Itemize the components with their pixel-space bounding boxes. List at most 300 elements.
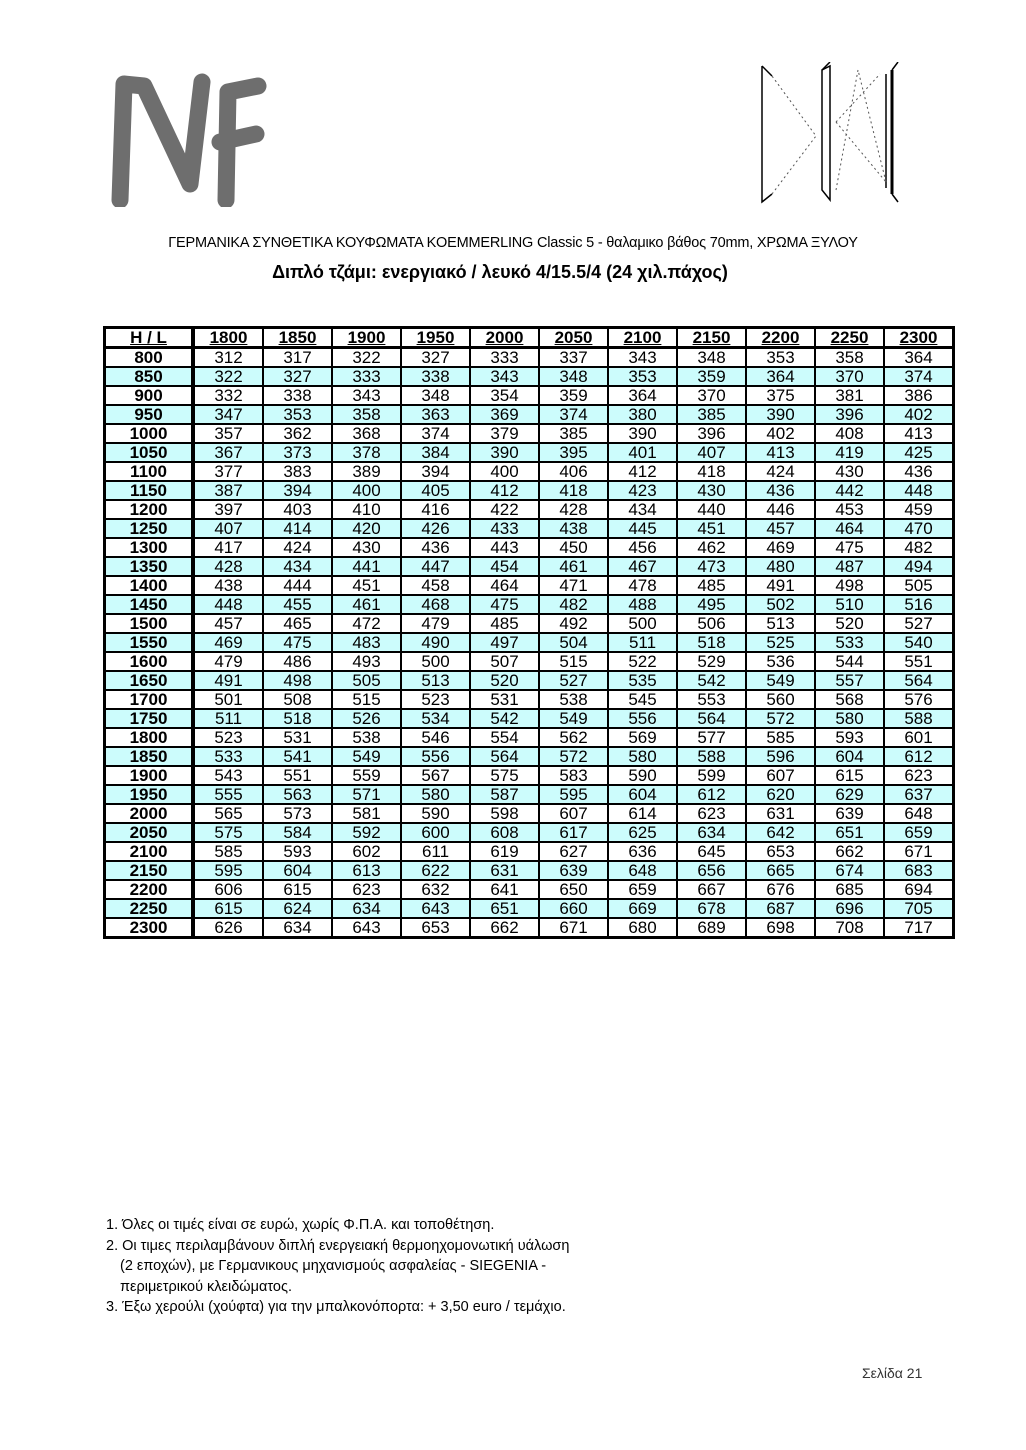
price-cell: 469 [746,538,815,557]
price-cell: 374 [884,367,954,386]
price-cell: 538 [539,690,608,709]
price-cell: 495 [677,595,746,614]
row-header: 2300 [105,918,194,938]
price-cell: 402 [884,405,954,424]
price-cell: 500 [401,652,470,671]
price-cell: 634 [332,899,401,918]
price-cell: 403 [263,500,332,519]
price-cell: 608 [470,823,539,842]
price-cell: 527 [884,614,954,633]
table-row [105,728,954,747]
price-cell: 402 [746,424,815,443]
price-cell: 374 [539,405,608,424]
price-cell: 401 [608,443,677,462]
price-cell: 343 [332,386,401,405]
price-cell: 380 [608,405,677,424]
price-cell: 422 [470,500,539,519]
price-cell: 685 [815,880,884,899]
price-cell: 420 [332,519,401,538]
price-cell: 397 [193,500,263,519]
price-cell: 493 [332,652,401,671]
price-cell: 511 [608,633,677,652]
price-cell: 413 [746,443,815,462]
price-cell: 369 [470,405,539,424]
price-cell: 680 [608,918,677,938]
price-cell: 322 [332,348,401,368]
price-cell: 612 [677,785,746,804]
price-cell: 694 [884,880,954,899]
column-header: 2150 [677,328,746,348]
price-cell: 455 [263,595,332,614]
column-header: 2050 [539,328,608,348]
price-cell: 505 [332,671,401,690]
note-item: 2. Οι τιμες περιλαμβάνουν διπλή ενεργειακή θερμοηχομονωτική υάλωση [106,1237,570,1254]
price-cell: 373 [263,443,332,462]
row-header: 1200 [105,500,194,519]
price-cell: 687 [746,899,815,918]
price-cell: 480 [746,557,815,576]
table-row [105,652,954,671]
price-cell: 436 [746,481,815,500]
price-cell: 584 [263,823,332,842]
price-cell: 617 [539,823,608,842]
price-cell: 708 [815,918,884,938]
price-cell: 648 [884,804,954,823]
price-cell: 400 [332,481,401,500]
price-cell: 475 [263,633,332,652]
price-cell: 502 [746,595,815,614]
price-cell: 327 [401,348,470,368]
price-cell: 624 [263,899,332,918]
row-header: 1750 [105,709,194,728]
price-cell: 390 [608,424,677,443]
price-cell: 542 [677,671,746,690]
table-row [105,386,954,405]
price-cell: 458 [401,576,470,595]
price-cell: 669 [608,899,677,918]
price-cell: 416 [401,500,470,519]
row-header: 2100 [105,842,194,861]
price-cell: 573 [263,804,332,823]
price-cell: 440 [677,500,746,519]
price-cell: 676 [746,880,815,899]
price-cell: 478 [608,576,677,595]
price-cell: 430 [677,481,746,500]
price-cell: 535 [608,671,677,690]
price-cell: 559 [332,766,401,785]
price-cell: 639 [815,804,884,823]
price-cell: 520 [815,614,884,633]
price-cell: 613 [332,861,401,880]
price-cell: 412 [608,462,677,481]
row-header: 1550 [105,633,194,652]
price-cell: 643 [332,918,401,938]
page-number: Σελίδα 21 [862,1365,923,1381]
row-header: 1350 [105,557,194,576]
price-cell: 556 [401,747,470,766]
table-row [105,614,954,633]
price-cell: 428 [193,557,263,576]
table-row [105,500,954,519]
row-header: 1700 [105,690,194,709]
price-cell: 378 [332,443,401,462]
price-cell: 506 [677,614,746,633]
price-cell: 354 [470,386,539,405]
price-cell: 549 [332,747,401,766]
price-cell: 400 [470,462,539,481]
table-row [105,367,954,386]
price-cell: 385 [539,424,608,443]
note-item-continued: περιμετρικού κλειδώματος. [120,1278,292,1295]
row-header: 950 [105,405,194,424]
price-cell: 436 [401,538,470,557]
price-cell: 631 [746,804,815,823]
price-cell: 656 [677,861,746,880]
price-cell: 612 [884,747,954,766]
price-cell: 438 [193,576,263,595]
price-cell: 642 [746,823,815,842]
price-cell: 423 [608,481,677,500]
price-cell: 526 [332,709,401,728]
price-cell: 459 [884,500,954,519]
price-cell: 662 [470,918,539,938]
price-cell: 523 [401,690,470,709]
price-cell: 601 [884,728,954,747]
price-cell: 462 [677,538,746,557]
price-cell: 453 [815,500,884,519]
price-cell: 468 [401,595,470,614]
price-cell: 406 [539,462,608,481]
price-cell: 408 [815,424,884,443]
table-row [105,424,954,443]
price-cell: 364 [746,367,815,386]
price-cell: 383 [263,462,332,481]
price-cell: 636 [608,842,677,861]
price-cell: 659 [884,823,954,842]
row-header: 2150 [105,861,194,880]
price-cell: 623 [884,766,954,785]
price-cell: 564 [470,747,539,766]
price-cell: 575 [193,823,263,842]
price-cell: 470 [884,519,954,538]
price-cell: 457 [746,519,815,538]
price-cell: 585 [193,842,263,861]
price-cell: 414 [263,519,332,538]
row-header: 1950 [105,785,194,804]
price-cell: 590 [401,804,470,823]
price-cell: 515 [332,690,401,709]
price-cell: 490 [401,633,470,652]
price-cell: 508 [263,690,332,709]
price-cell: 428 [539,500,608,519]
price-cell: 569 [608,728,677,747]
price-cell: 615 [815,766,884,785]
price-cell: 454 [470,557,539,576]
price-cell: 583 [539,766,608,785]
price-cell: 577 [677,728,746,747]
price-cell: 434 [263,557,332,576]
price-cell: 475 [470,595,539,614]
table-row [105,842,954,861]
price-cell: 461 [539,557,608,576]
table-row [105,633,954,652]
price-cell: 464 [470,576,539,595]
price-cell: 348 [539,367,608,386]
price-cell: 563 [263,785,332,804]
table-row [105,462,954,481]
price-cell: 533 [815,633,884,652]
price-cell: 660 [539,899,608,918]
price-cell: 533 [193,747,263,766]
price-cell: 580 [608,747,677,766]
table-row [105,709,954,728]
row-header: 1500 [105,614,194,633]
column-header: 2250 [815,328,884,348]
price-cell: 538 [332,728,401,747]
price-cell: 444 [263,576,332,595]
price-cell: 671 [539,918,608,938]
price-cell: 375 [746,386,815,405]
price-cell: 322 [193,367,263,386]
price-cell: 554 [470,728,539,747]
price-cell: 488 [608,595,677,614]
price-cell: 615 [193,899,263,918]
price-cell: 394 [401,462,470,481]
price-cell: 531 [470,690,539,709]
price-cell: 333 [332,367,401,386]
price-cell: 482 [884,538,954,557]
price-cell: 626 [193,918,263,938]
price-cell: 540 [884,633,954,652]
price-cell: 696 [815,899,884,918]
price-cell: 631 [470,861,539,880]
price-cell: 494 [884,557,954,576]
price-cell: 592 [332,823,401,842]
row-header: 1450 [105,595,194,614]
price-cell: 347 [193,405,263,424]
price-cell: 482 [539,595,608,614]
row-header: 1400 [105,576,194,595]
price-cell: 564 [677,709,746,728]
table-row [105,899,954,918]
price-cell: 501 [193,690,263,709]
price-cell: 424 [746,462,815,481]
price-cell: 446 [746,500,815,519]
price-cell: 390 [470,443,539,462]
price-cell: 441 [332,557,401,576]
price-cell: 395 [539,443,608,462]
price-cell: 498 [263,671,332,690]
price-cell: 479 [401,614,470,633]
price-cell: 651 [815,823,884,842]
price-cell: 479 [193,652,263,671]
price-cell: 390 [746,405,815,424]
price-cell: 358 [815,348,884,368]
price-cell: 483 [332,633,401,652]
price-cell: 596 [746,747,815,766]
table-row [105,747,954,766]
price-cell: 451 [332,576,401,595]
row-header: 1800 [105,728,194,747]
price-cell: 364 [884,348,954,368]
price-cell: 338 [263,386,332,405]
price-cell: 510 [815,595,884,614]
row-header: 1150 [105,481,194,500]
price-cell: 486 [263,652,332,671]
price-cell: 337 [539,348,608,368]
price-cell: 607 [746,766,815,785]
price-cell: 650 [539,880,608,899]
price-cell: 348 [401,386,470,405]
price-cell: 436 [884,462,954,481]
price-cell: 627 [539,842,608,861]
price-cell: 544 [815,652,884,671]
price-cell: 620 [746,785,815,804]
price-cell: 580 [401,785,470,804]
price-cell: 542 [470,709,539,728]
price-cell: 551 [263,766,332,785]
price-cell: 374 [401,424,470,443]
price-cell: 543 [193,766,263,785]
price-cell: 465 [263,614,332,633]
price-cell: 515 [539,652,608,671]
price-cell: 653 [401,918,470,938]
column-header: 2100 [608,328,677,348]
table-row [105,348,954,368]
price-cell: 353 [263,405,332,424]
nf-logo [108,72,268,207]
price-cell: 448 [884,481,954,500]
note-item-continued: (2 εποχών), με Γερμανικους μηχανισμούς ασφαλείας - SIEGENIA - [120,1258,547,1274]
price-cell: 377 [193,462,263,481]
price-cell: 518 [263,709,332,728]
price-cell: 572 [746,709,815,728]
table-row [105,823,954,842]
price-cell: 562 [539,728,608,747]
price-cell: 513 [401,671,470,690]
price-cell: 417 [193,538,263,557]
price-cell: 678 [677,899,746,918]
price-cell: 705 [884,899,954,918]
row-header: 2050 [105,823,194,842]
window-frame-logo-icon [758,62,908,210]
price-cell: 595 [193,861,263,880]
price-cell: 485 [677,576,746,595]
table-row [105,785,954,804]
row-header: 1900 [105,766,194,785]
corner-label: H / L [105,328,194,348]
row-header: 2200 [105,880,194,899]
table-row [105,918,954,938]
price-cell: 615 [263,880,332,899]
price-cell: 665 [746,861,815,880]
price-cell: 511 [193,709,263,728]
price-cell: 588 [677,747,746,766]
price-cell: 641 [470,880,539,899]
price-cell: 667 [677,880,746,899]
price-cell: 662 [815,842,884,861]
price-cell: 560 [746,690,815,709]
row-header: 900 [105,386,194,405]
price-cell: 364 [608,386,677,405]
column-header: 1800 [193,328,263,348]
price-cell: 523 [193,728,263,747]
price-cell: 418 [539,481,608,500]
price-cell: 534 [401,709,470,728]
row-header: 1100 [105,462,194,481]
notes [106,1215,569,1318]
price-cell: 469 [193,633,263,652]
price-cell: 358 [332,405,401,424]
price-cell: 442 [815,481,884,500]
price-cell: 619 [470,842,539,861]
price-cell: 565 [193,804,263,823]
row-header: 1300 [105,538,194,557]
price-cell: 637 [884,785,954,804]
price-cell: 386 [884,386,954,405]
price-cell: 430 [815,462,884,481]
price-cell: 410 [332,500,401,519]
price-cell: 457 [193,614,263,633]
price-cell: 614 [608,804,677,823]
price-cell: 430 [332,538,401,557]
price-cell: 590 [608,766,677,785]
table-row [105,443,954,462]
price-cell: 507 [470,652,539,671]
price-cell: 587 [470,785,539,804]
price-cell: 604 [815,747,884,766]
price-cell: 520 [470,671,539,690]
price-cell: 593 [263,842,332,861]
price-cell: 513 [746,614,815,633]
price-cell: 595 [539,785,608,804]
price-cell: 413 [884,424,954,443]
price-cell: 396 [677,424,746,443]
table-row [105,766,954,785]
price-cell: 689 [677,918,746,938]
row-header: 1000 [105,424,194,443]
price-cell: 367 [193,443,263,462]
price-cell: 385 [677,405,746,424]
price-cell: 629 [815,785,884,804]
price-cell: 426 [401,519,470,538]
price-cell: 536 [746,652,815,671]
price-cell: 464 [815,519,884,538]
table-row [105,538,954,557]
price-cell: 485 [470,614,539,633]
column-header: 2300 [884,328,954,348]
price-cell: 362 [263,424,332,443]
price-cell: 634 [677,823,746,842]
price-cell: 438 [539,519,608,538]
column-header: 1900 [332,328,401,348]
price-cell: 598 [470,804,539,823]
price-cell: 434 [608,500,677,519]
price-cell: 456 [608,538,677,557]
price-cell: 551 [884,652,954,671]
price-cell: 575 [470,766,539,785]
price-cell: 632 [401,880,470,899]
price-cell: 683 [884,861,954,880]
price-cell: 556 [608,709,677,728]
price-cell: 498 [815,576,884,595]
price-cell: 370 [815,367,884,386]
price-cell: 580 [815,709,884,728]
price-cell: 651 [470,899,539,918]
price-cell: 461 [332,595,401,614]
price-cell: 394 [263,481,332,500]
price-cell: 353 [746,348,815,368]
